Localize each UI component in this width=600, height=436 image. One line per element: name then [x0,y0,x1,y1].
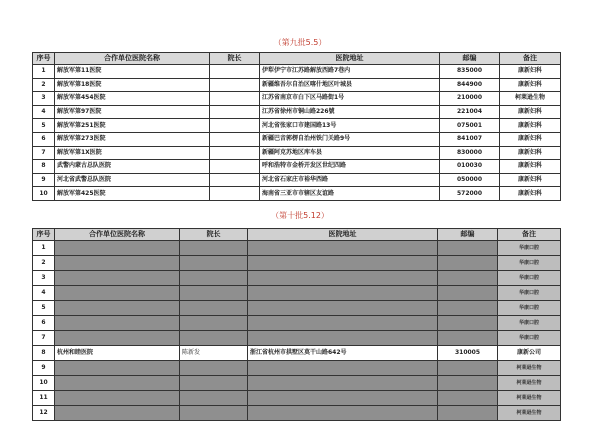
col-header-hospital-name: 合作单位医院名称 [55,229,180,241]
cell-index: 9 [33,361,55,376]
cell-address: 河北省石家庄市裕华西路 [260,173,440,187]
cell-hospital-name [55,361,180,376]
cell-zip [438,241,498,256]
col-header-address: 医院地址 [248,229,438,241]
cell-zip [438,361,498,376]
cell-note: 华康口腔 [498,316,561,331]
cell-note: 柯莱逊生物 [498,406,561,421]
cell-address [248,361,438,376]
cell-hospital-name [55,256,180,271]
cell-address [248,301,438,316]
cell-hospital-name: 杭州和睦医院 [55,346,180,361]
cell-hospital-name: 解放军第1X医院 [55,146,210,160]
table-row [33,160,561,174]
cell-hospital-name: 解放军第251医院 [55,119,210,133]
cell-index: 2 [33,78,55,92]
cell-hospital-name: 解放军第18医院 [55,78,210,92]
cell-hospital-name [55,391,180,406]
cell-note: 康新妇科 [500,173,561,187]
cell-zip [438,316,498,331]
cell-zip: 310005 [438,346,498,361]
cell-zip [438,256,498,271]
col-header-zip: 邮编 [440,53,500,65]
cell-hospital-name: 解放军第425医院 [55,187,210,201]
cell-dean [180,361,248,376]
cell-hospital-name: 河北省武警总队医院 [55,173,210,187]
cell-zip: 050000 [440,173,500,187]
cell-zip: 010030 [440,160,500,174]
cell-dean [180,406,248,421]
cell-hospital-name: 解放军第97医院 [55,105,210,119]
table-row [33,376,561,391]
table-row [33,361,561,376]
cell-index: 5 [33,119,55,133]
cell-dean [180,241,248,256]
cell-dean [210,65,260,79]
cell-dean [210,92,260,106]
cell-zip: 221004 [440,105,500,119]
cell-hospital-name: 解放军第273医院 [55,132,210,146]
cell-hospital-name [55,241,180,256]
cell-note: 康新妇科 [500,187,561,201]
cell-address [248,271,438,286]
col-header-dean: 院长 [210,53,260,65]
cell-dean [180,316,248,331]
cell-dean [210,78,260,92]
partner-hospitals-table-batch10 [32,228,561,421]
cell-note: 康新妇科 [500,78,561,92]
cell-zip [438,286,498,301]
table2-title: （第十批5.12） [271,211,329,220]
table-row [33,132,561,146]
cell-dean [180,376,248,391]
cell-dean [210,173,260,187]
cell-note: 康新妇科 [500,119,561,133]
table-row [33,78,561,92]
cell-zip: 844900 [440,78,500,92]
table-row [33,241,561,256]
col-header-address: 医院地址 [260,53,440,65]
cell-address: 新疆巴音郭楞自治州铁门关路9号 [260,132,440,146]
cell-zip: 075001 [440,119,500,133]
col-header-note: 备注 [498,229,561,241]
cell-address [248,331,438,346]
cell-note: 康新妇科 [500,132,561,146]
cell-index: 4 [33,286,55,301]
col-header-dean: 院长 [180,229,248,241]
cell-zip [438,376,498,391]
cell-address [248,256,438,271]
table-row [33,105,561,119]
cell-hospital-name [55,331,180,346]
cell-dean [210,187,260,201]
cell-index: 1 [33,241,55,256]
cell-note: 柯莱逊生物 [498,376,561,391]
cell-zip [438,331,498,346]
cell-address [248,406,438,421]
cell-index: 1 [33,65,55,79]
cell-note: 康新妇科 [500,160,561,174]
col-header-hospital-name: 合作单位医院名称 [55,53,210,65]
cell-hospital-name: 武警内蒙古总队医院 [55,160,210,174]
table-row [33,119,561,133]
cell-note: 华康口腔 [498,256,561,271]
cell-note: 华康口腔 [498,271,561,286]
cell-zip [438,391,498,406]
cell-index: 6 [33,132,55,146]
cell-hospital-name [55,301,180,316]
table-header-row [33,53,561,65]
cell-dean [180,331,248,346]
cell-note: 康新公司 [498,346,561,361]
cell-dean [210,132,260,146]
cell-dean [180,391,248,406]
cell-address [248,241,438,256]
col-header-zip: 邮编 [438,229,498,241]
cell-address: 江苏省徐州市铜山路226號 [260,105,440,119]
cell-dean [180,271,248,286]
cell-address: 新疆维吾尔自治区喀什地区叶城县 [260,78,440,92]
table-row [33,406,561,421]
cell-address: 浙江省杭州市拱墅区莫干山路642号 [248,346,438,361]
cell-dean: 陈新发 [180,346,248,361]
cell-dean [210,119,260,133]
table-row [33,271,561,286]
cell-zip: 830000 [440,146,500,160]
cell-hospital-name [55,286,180,301]
cell-note: 华康口腔 [498,241,561,256]
cell-address: 海南省三亚市市辖区友谊路 [260,187,440,201]
cell-hospital-name: 解放军第454医院 [55,92,210,106]
cell-zip [438,406,498,421]
table-row [33,391,561,406]
cell-index: 11 [33,391,55,406]
cell-index: 7 [33,146,55,160]
cell-zip [438,271,498,286]
col-header-index: 序号 [33,53,55,65]
cell-zip: 835000 [440,65,500,79]
cell-address: 伊犁伊宁市江苏路解放西路7巷内 [260,65,440,79]
cell-zip: 210000 [440,92,500,106]
cell-index: 4 [33,105,55,119]
table1-title: （第九批5.5） [273,38,327,47]
cell-index: 7 [33,331,55,346]
partner-hospitals-table-batch9 [32,52,561,201]
cell-dean [210,105,260,119]
cell-index: 10 [33,187,55,201]
cell-address: 江苏省南京市白下区马路街1号 [260,92,440,106]
table-header-row [33,229,561,241]
cell-address [248,286,438,301]
cell-index: 10 [33,376,55,391]
cell-address [248,316,438,331]
table-row [33,187,561,201]
cell-hospital-name [55,271,180,286]
table-row [33,316,561,331]
table-row [33,331,561,346]
cell-index: 8 [33,160,55,174]
cell-hospital-name: 解放军第11医院 [55,65,210,79]
cell-index: 2 [33,256,55,271]
table-row [33,256,561,271]
cell-zip: 572000 [440,187,500,201]
cell-index: 5 [33,301,55,316]
cell-note: 康新妇科 [500,146,561,160]
cell-address: 新疆阿克苏地区库车县 [260,146,440,160]
cell-address: 呼和浩特市金桥开发区世纪四路 [260,160,440,174]
cell-hospital-name [55,376,180,391]
table-row [33,301,561,316]
cell-dean [180,256,248,271]
cell-address [248,391,438,406]
cell-address: 河北省张家口市建国路13号 [260,119,440,133]
table-row [33,173,561,187]
cell-dean [180,286,248,301]
cell-note: 柯莱逊生物 [500,92,561,106]
cell-note: 康新妇科 [500,105,561,119]
cell-zip: 841007 [440,132,500,146]
table-row [33,346,561,361]
col-header-index: 序号 [33,229,55,241]
cell-index: 12 [33,406,55,421]
cell-index: 3 [33,92,55,106]
cell-note: 华康口腔 [498,331,561,346]
cell-hospital-name [55,316,180,331]
col-header-note: 备注 [500,53,561,65]
table-row [33,286,561,301]
table-row [33,92,561,106]
cell-note: 华康口腔 [498,301,561,316]
table-row [33,65,561,79]
cell-note: 柯莱逊生物 [498,361,561,376]
cell-dean [180,301,248,316]
cell-zip [438,301,498,316]
cell-index: 3 [33,271,55,286]
cell-dean [210,146,260,160]
cell-index: 6 [33,316,55,331]
cell-address [248,376,438,391]
cell-note: 柯莱逊生物 [498,391,561,406]
cell-note: 康新妇科 [500,65,561,79]
cell-hospital-name [55,406,180,421]
cell-note: 华康口腔 [498,286,561,301]
table-row [33,146,561,160]
cell-index: 9 [33,173,55,187]
cell-index: 8 [33,346,55,361]
cell-dean [210,160,260,174]
